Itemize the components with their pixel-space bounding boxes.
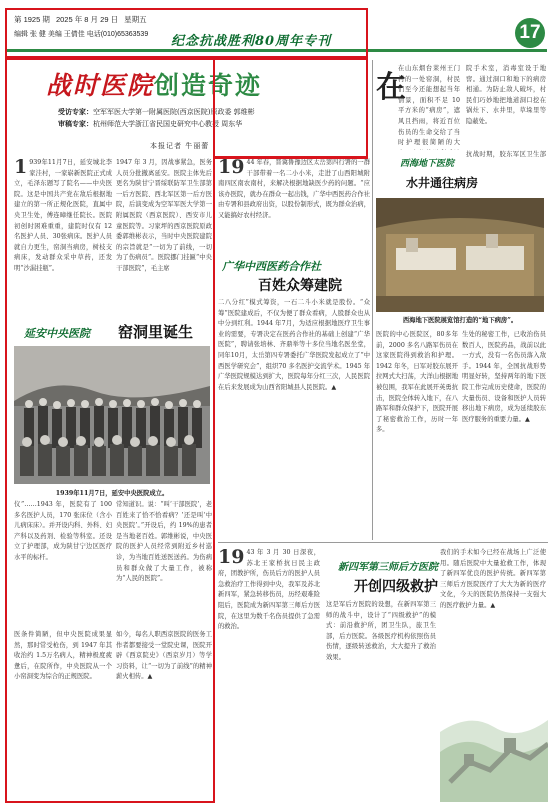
bottom-dropcap: 19 [218, 548, 245, 568]
main-col-2c-text: 如今，每名人职西京医院的医务工作者都要接受一堂院史课，医院开辟《西京院史》（西京岁月）等学习资料，让“一切为了前线”的精神薪火相传。▲ [116, 631, 212, 681]
right-col-5c-text: 生处的秘密工作，已收治伤员数百人，医院药品，战前以此一方式，没有一名伤员落入敌手。1944 年，全国抗战形势明显好转，坚持两年的地下医院工作完成历史使命，医院的大量伤员、设备和医护人员转移出地下病房，成为延续胶东医疗服务的重要力量。▲ [462, 331, 546, 423]
page-number: 17 [515, 18, 545, 48]
right-col-5b-text: 抗战时期，胶东军区卫生部 [466, 151, 546, 158]
bottom-col-3-text: 43 年 3 月 30 日深夜，苏北王家桥抗日民主政府，团教护所，伤员后方的医护人员急救治疗工作得到中央，我军及苏北新四军，紧急转移伤员，历经艰难险阻后，医院成为新四军第三师后方医院，在这里为数千名伤员提供了急需的救治。 [218, 549, 320, 631]
bottom-col-4 [326, 600, 436, 796]
right-col-5c [462, 330, 546, 540]
byline2-label: 审稿专家： [58, 119, 93, 128]
subhead1-kicker: 延安中央医院 [24, 327, 90, 340]
right-col-4-text: 在山东烟台莱州王门村的一处窑洞，村民们至今还能想起当年情景，面积不足 10 平方米的“病房”，遮风且挡雨，将近百位伤员的生命交给了当时护理很简陋的大 [398, 65, 460, 147]
byline2-text: 杭州师范大学浙江省民国史研究中心教授 周东华 [93, 120, 243, 128]
main-col-1b-text: 仪”……1943 年，医院有了 100 多名医护人员，170 张床位（含小儿病床床）。并开设内科、外科、妇产科以及药剂、检验等科室。还设立了护理部，成为陕甘宁边区医疗水平的标杆。 [14, 501, 112, 561]
issue-date: 2025 年 8 月 29 日 [55, 15, 119, 24]
editors-line: 编辑 张 健 美编 王倩佳 电话(010)65363539 [14, 31, 149, 38]
bottom-col-5-text: 我们的手术如今已经在战场上广泛使用。随后医院中大量抢救工作，体现了新四军优良的医护传统。新四军第三师后方医院医疗了大大为新的医疗文化，今天的医院仍然保持一支强大的医疗救护力量。▲ [440, 549, 546, 609]
subhead1: 窑洞里诞生 [118, 323, 194, 341]
title-part-2: 创造奇迹 [154, 71, 263, 100]
subhead4: 开创四级救护 [354, 579, 438, 595]
right-col-4b [376, 330, 458, 540]
highlight-box-step [213, 156, 368, 159]
subhead3-kicker: 西海地下医院 [400, 159, 455, 169]
subhead3: 水井通往病房 [406, 176, 479, 190]
byline1-label: 受访专家： [58, 107, 93, 116]
middle-col-bottom-text: 二八分红”模式筹资，一石二斗小米就是股份。“众筹”医院建成后，不仅为便了群众看病，人股群众也从中分到红利。1944 年7月，为适应根据地医疗卫生事业的需要，专署决定在医药合作社的基础上创建“广华医院”，聘请张培林、齐鼎举等十多位当地名医坐堂，同年10月，太岳第四专署委托广华医院发起成立了“中西医学研究会”，组织70 多名医护交流学术。1945 年广华医院规模达到扩大，医院每年分红三次，人民医院在后来发展成为山西省阳城县人民医院。▲ [218, 299, 370, 391]
column-rule-2 [372, 60, 373, 540]
issue-weekday: 星期五 [124, 15, 147, 24]
historical-photo-2 [376, 198, 544, 312]
middle-col-bottom [218, 298, 370, 540]
main-col-2-text: 1947 年 3 月，因战事紧急，医务人员分批撤离延安。医院主体先后更名为陕甘宁晋绥联防军卫生部第一后方医院、西北军区第一后方医院，后演变成为空军军医大学第一附属医院（西京医院）、西安市儿童医院等。习家坪的西京医院原政委郭维彬表示，当时中央医院建院的宗旨就是“一切为了前线，一切为了伤病员”。医院挪门挂匾“中央干部医院”，毛主席 [116, 159, 212, 272]
right-col-5-text: 院手术室，消毒室设于地窖。通过洞口和地下的病房相通。为防止敌人破坏，村民们巧妙地把地道洞口挖在锅灶下、水井里，草垛里等隐蔽处。 [466, 65, 546, 125]
photo2-caption: 西海地下医院展览馆打造的“地下病房”。 [402, 317, 518, 324]
main-col-2b-text: 常知道识。说：“叫‘干部医院’，老百姓来了恰不恰看病？’还是叫‘中央医院’。”开设后，约 19%的患者是当地老百姓。郭维彬说，中央医院的医护人员经常到附近乡村巡诊，为当地百姓送医送药。为伤病员和群众做了大量工作，被称为“人民的医院”。 [116, 501, 212, 583]
right-col-5b [466, 150, 546, 160]
subhead2: 百姓众筹建院 [258, 278, 342, 294]
section-banner: 纪念抗战胜利80周年专刊 [171, 34, 332, 49]
bottom-divider [218, 542, 548, 543]
highlight-box-header [5, 8, 368, 58]
dropcap: 1 [14, 158, 28, 178]
right-col-5 [466, 64, 546, 150]
right-dropcap: 在 [376, 70, 406, 105]
byline1-text: 空军军医大学第一附属医院(西京医院)原政委 郭维彬 [93, 108, 255, 116]
issue-number: 第 1925 期 [14, 15, 50, 24]
great-wall-illustration [440, 672, 548, 802]
middle-dropcap: 19 [218, 158, 245, 178]
middle-col-top [218, 158, 370, 238]
bottom-col-5 [440, 548, 546, 668]
photo1-caption: 1939年11月7日，延安中央医院成立。 [55, 490, 169, 497]
right-col-4 [398, 64, 460, 150]
right-col-4b-text: 医院的中心医院区，80多年前，2000 多名八路军伤员在这家医院得到救治和护理。1942 年冬，日军对胶东展开拉网式大扫荡，大洋山根据地被包围，我军在此展开英勇抗击，医院全体转入地下，在八路军和群众保护下，医院开展了秘密救治工作，历时一年多。 [376, 331, 458, 434]
main-col-1-text: 939年11月7日，延安城北李家洼村，一家崭新医院正式成立，毛泽东题写了院名——中央医院。这是中国共产党在敌后根据地建立的第一所正规化医院，直属中央卫生处，傅连暲继任院长。医院初创时困难重重，建院时仅有 12 名医护人员、30张病床。医护人员就自力更生，窑洞当病房，树枝支病床，发动群众采中草药，还发明“沙漏挂瓶”。 [14, 159, 112, 272]
middle-col-top-text: 44 年春，晋冀鲁豫边区太岳第四行署的一群干部带着一名二小小米，走进了山西阳城附南四区南农南村，来解决根据地缺医少药的问题。“应该办医院，就办在群众一起出钱，广华中西医药合作社由专署和县政府出资，以股份制形式，既为群众治病，又能搞好农村经济。 [218, 159, 370, 219]
bottom-col-3 [218, 548, 320, 798]
reporter-credit: 本报记者 牛丽蕾 [150, 142, 210, 150]
main-col-1c-text: 医条件简陋，但中央医院成果显然，那时常受枪伤，到 1947 年其收治约 1.5万名病人，精神极度疲惫后，在院所作，中央医院从一个小窑洞变为综合的正规医院。 [14, 631, 112, 681]
bottom-col-4-text: 这是军后方医院的设想，在新四军第三师的战斗中，设计了“四级救护”的模式：前沿救护所，团卫生队，旅卫生部，后方医院。各级医疗机构依照伤员伤情，逐级转送救治，大大提升了救治效果。 [326, 601, 436, 661]
subhead2-kicker: 广华中西医药合作社 [222, 260, 321, 273]
title-part-1: 战时医院 [46, 71, 155, 100]
subhead4-kicker: 新四军第三师后方医院 [338, 562, 438, 573]
highlight-box-main-article [5, 58, 215, 803]
